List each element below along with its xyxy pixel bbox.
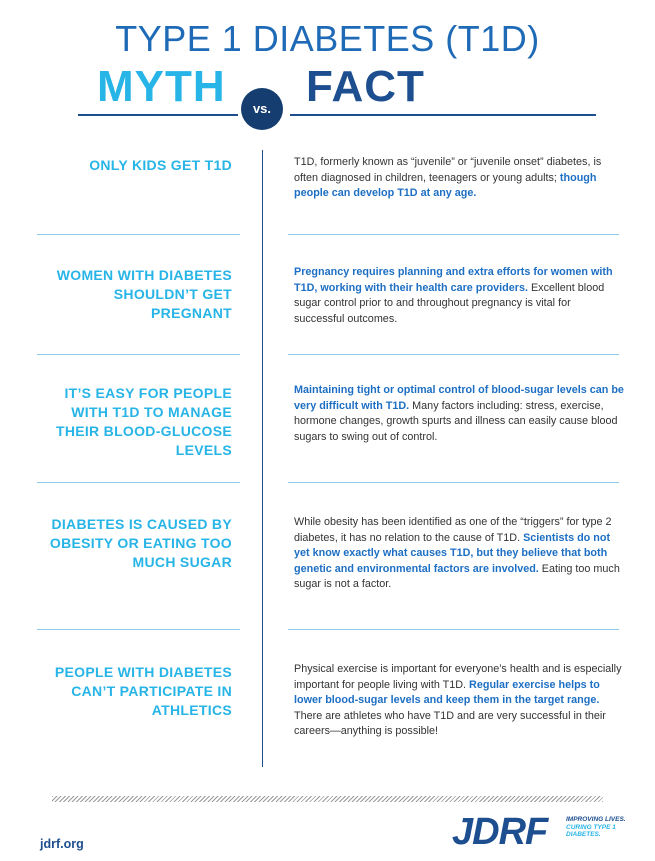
row-divider (37, 234, 240, 235)
vs-badge: vs. (241, 88, 283, 130)
fact-text (294, 265, 624, 327)
myth-heading: MYTH (97, 62, 226, 111)
fact-text-part: While obesity has been identified as one of the “triggers” for type 2 diabetes, it has no relation to the cause of T1D. (294, 516, 612, 544)
fact-text (294, 662, 624, 740)
row-divider (288, 482, 619, 483)
myth-text: DIABETES IS CAUSED BY OBESITY OR EATING TOO MUCH SUGAR (49, 516, 232, 570)
header-underline-right (290, 114, 596, 116)
fact-heading: FACT (306, 62, 425, 111)
row-divider (37, 482, 240, 483)
logo-wordmark: JDRF (452, 811, 548, 853)
row-divider (288, 629, 619, 630)
fact-text-part: Excellent blood sugar control prior to and throughout pregnancy is vital for successful outcomes. (294, 281, 605, 325)
fact-highlight: Maintaining tight or optimal control of blood-sugar levels can be very difficult with T1D. (294, 384, 624, 412)
fact-highlight: Regular exercise helps to lower blood-sugar levels and keep them in the target range. (294, 678, 600, 706)
row-divider (37, 629, 240, 630)
column-divider (262, 150, 263, 767)
footer-hatch-divider (52, 796, 603, 802)
page-title: TYPE 1 DIABETES (T1D) (115, 18, 540, 59)
fact-text (294, 515, 624, 593)
fact-highlight: Scientists do not yet know exactly what causes T1D, but they believe that both genetic and environmental factors are involved. (294, 531, 611, 575)
fact-highlight: though people can develop T1D at any age. (294, 171, 597, 199)
fact-text-part: T1D, formerly known as “juvenile” or “juvenile onset” diabetes, is often diagnosed in children, teenagers or young adults; (294, 156, 602, 184)
myth-text: PEOPLE WITH DIABETES CAN’T PARTICIPATE IN ATHLETICS (54, 664, 232, 718)
fact-text-part: Many factors including: stress, exercise, hormone changes, growth spurts and illness can easily cause blood sugars to swing out of control. (294, 399, 618, 443)
row-divider (288, 234, 619, 235)
tagline-line1: IMPROVING LIVES. (566, 816, 626, 823)
header-underline-left (78, 114, 238, 116)
myth-text: ONLY KIDS GET T1D (89, 157, 232, 173)
jdrf-logo (452, 811, 626, 854)
fact-text-part: Eating too much sugar is not a factor. (294, 562, 620, 590)
row-divider (288, 354, 619, 355)
tagline-line2: CURING TYPE 1 DIABETES. (566, 823, 616, 838)
row-divider (37, 354, 240, 355)
fact-highlight: Pregnancy requires planning and extra efforts for women with T1D, working with their health care providers. (294, 266, 613, 294)
logo-tagline (566, 816, 636, 839)
fact-text (294, 155, 624, 202)
fact-text-part: Physical exercise is important for everyone’s health and is especially important for people living with T1D. (294, 663, 622, 691)
myth-text: WOMEN WITH DIABETES SHOULDN’T GET PREGNANT (56, 267, 232, 321)
website-link[interactable]: jdrf.org (40, 837, 84, 851)
myth-text: IT’S EASY FOR PEOPLE WITH T1D TO MANAGE THEIR BLOOD-GLUCOSE LEVELS (55, 385, 232, 458)
fact-text-part: There are athletes who have T1D and are very successful in their careers—anything is possible! (294, 709, 606, 737)
fact-text (294, 383, 624, 445)
